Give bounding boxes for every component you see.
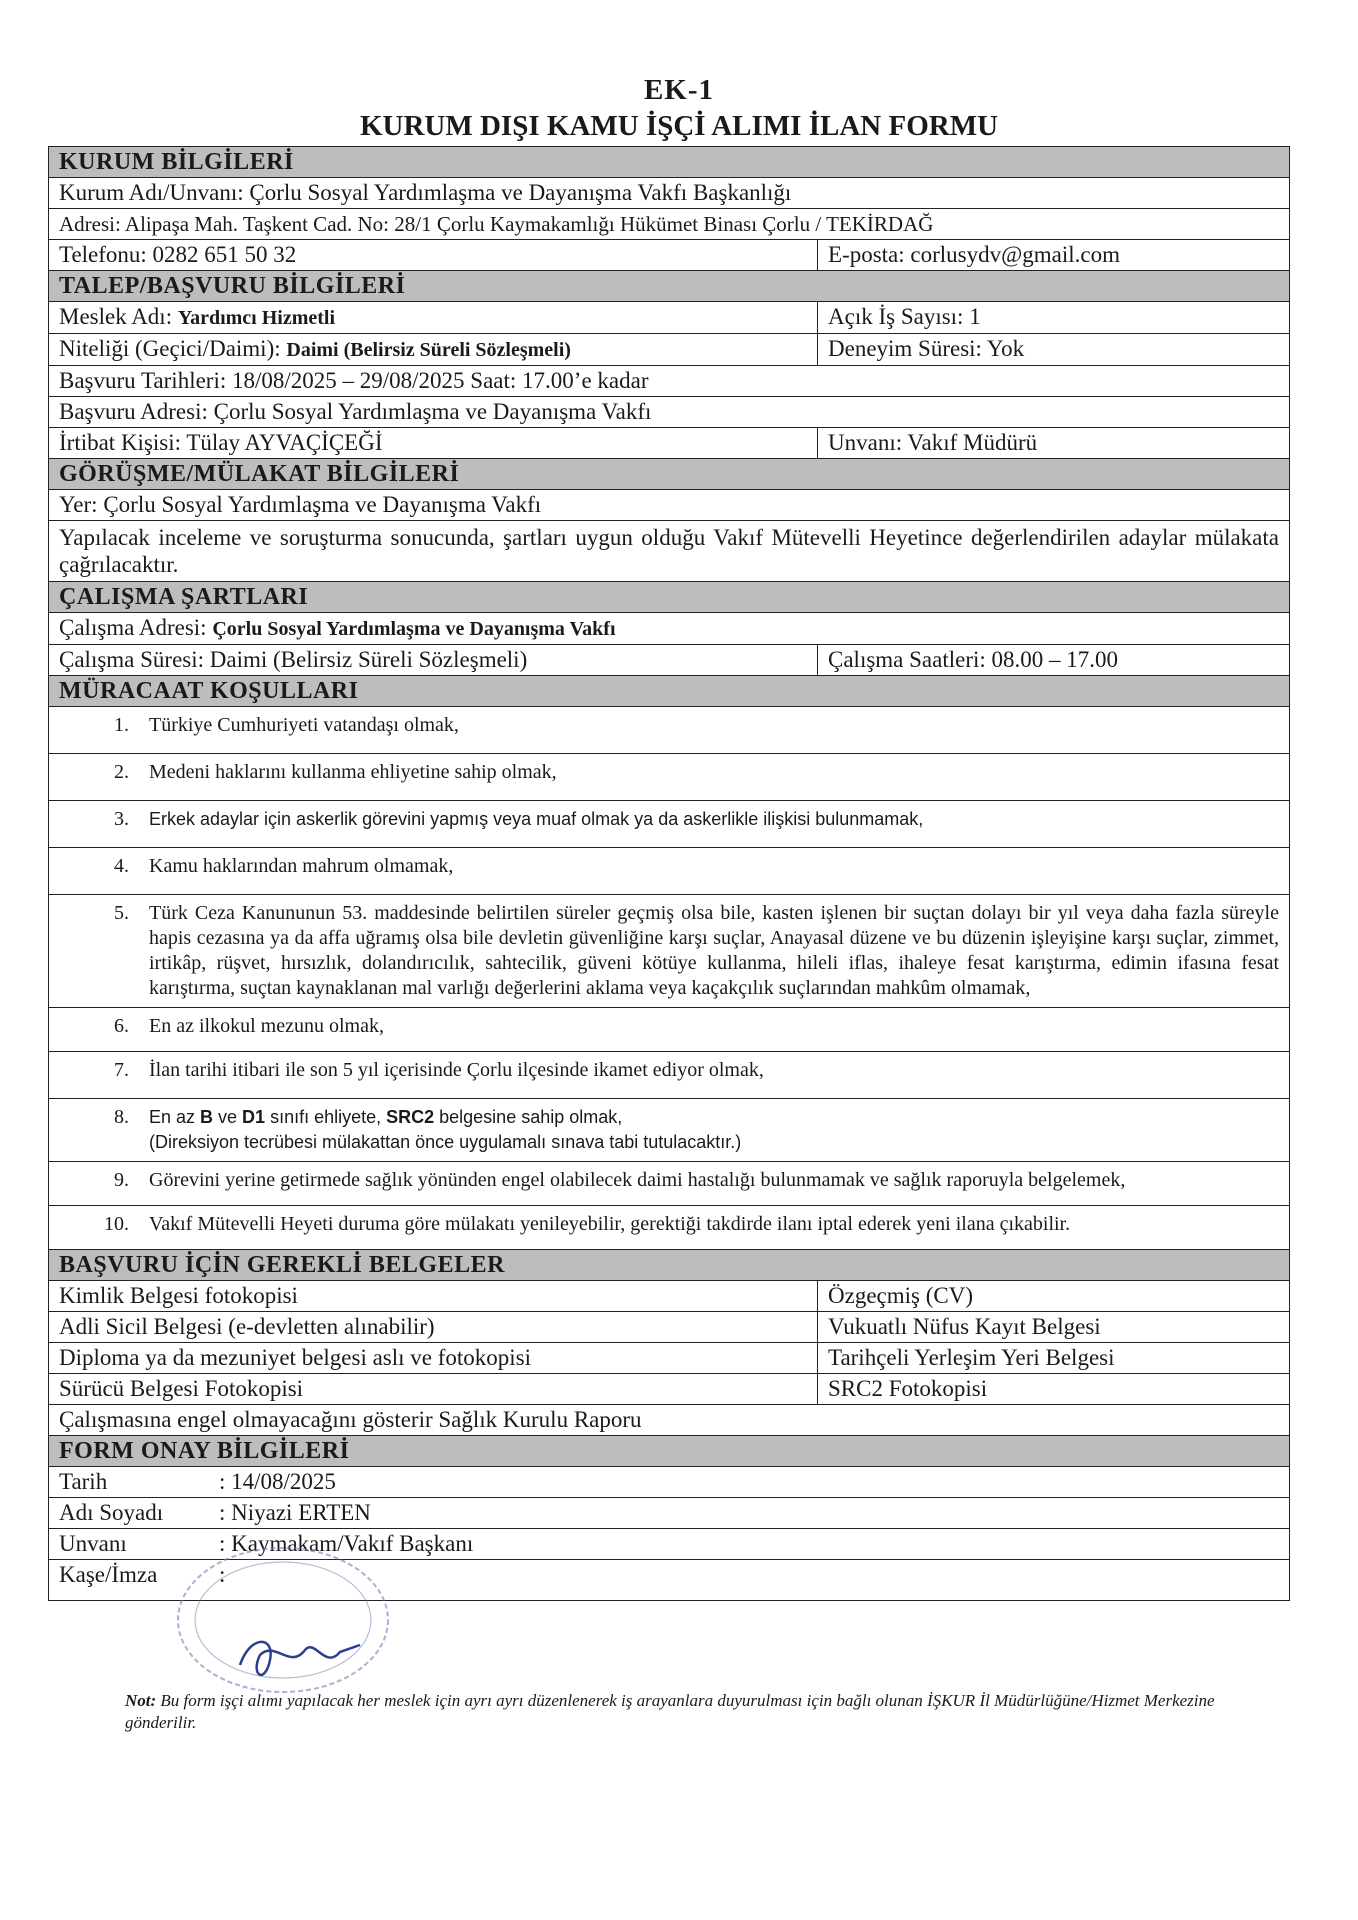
- condition-item: [49, 848, 1289, 895]
- document-row: [49, 1281, 1289, 1312]
- condition-number: 9.: [114, 1169, 129, 1191]
- onay-tarih-row: [49, 1467, 1289, 1498]
- nitelik-label: Niteliği (Geçici/Daimi):: [59, 336, 287, 361]
- meslek-label: Meslek Adı:: [59, 304, 178, 329]
- onay-unvan-label: Unvanı: [59, 1531, 127, 1556]
- condition-number: 3.: [114, 808, 129, 830]
- condition-text-part: belgesine sahip olmak,: [434, 1107, 623, 1127]
- section-calisma-header: ÇALIŞMA ŞARTLARI: [49, 582, 1289, 613]
- condition-item: [49, 1052, 1289, 1099]
- nitelik-row: [49, 334, 1289, 366]
- condition-item: [49, 895, 1289, 1008]
- condition-item: [49, 1099, 1289, 1162]
- calisma-adres-label: Çalışma Adresi:: [59, 615, 213, 640]
- document-left: Kimlik Belgesi fotokopisi: [59, 1283, 298, 1308]
- form-title: KURUM DIŞI KAMU İŞÇİ ALIMI İLAN FORMU: [359, 110, 999, 142]
- condition-text: Medeni haklarını kullanma ehliyetine sahip olmak,: [149, 761, 557, 783]
- gorusme-yer: Yer: Çorlu Sosyal Yardımlaşma ve Dayanışma Vakfı: [59, 492, 542, 517]
- condition-text: Erkek adaylar için askerlik görevini yapmış veya muaf olmak ya da askerlikle ilişkisi bulunmamak,: [149, 809, 924, 829]
- irtibat-row: [49, 428, 1289, 459]
- document-row: [49, 1343, 1289, 1374]
- kurum-iletisim-row: [49, 240, 1289, 271]
- condition-item: [49, 1008, 1289, 1052]
- irtibat-kisisi: İrtibat Kişisi: Tülay AYVAÇİÇEĞİ: [59, 430, 383, 455]
- document-right: Tarihçeli Yerleşim Yeri Belgesi: [817, 1343, 1289, 1373]
- note-text: Bu form işçi alımı yapılacak her meslek için ayrı ayrı düzenlenerek iş arayanlara duyurulması için bağlı olunan İŞKUR İl Müdürlüğüne/Hizmet Merkezine gönderilir.: [125, 1691, 1215, 1732]
- kurum-eposta: E-posta: corlusydv@gmail.com: [817, 240, 1289, 270]
- condition-text: Türkiye Cumhuriyeti vatandaşı olmak,: [149, 714, 459, 736]
- src2-certificate: SRC2: [386, 1107, 435, 1127]
- onay-tarih-value: : 14/08/2025: [219, 1469, 336, 1494]
- kurum-ad-row: [49, 178, 1289, 209]
- license-class-d1: D1: [242, 1107, 266, 1127]
- condition-text-part: sınıfı ehliyete,: [265, 1107, 387, 1127]
- document-row: [49, 1312, 1289, 1343]
- gorusme-aciklama: Yapılacak inceleme ve soruşturma sonucunda, şartları uygun olduğu Vakıf Mütevelli Heyetince değerlendirilen adaylar mülakata çağrılacaktır.: [49, 521, 1289, 582]
- annex-label: EK-1: [643, 74, 715, 106]
- calisma-saatleri: Çalışma Saatleri: 08.00 – 17.00: [817, 645, 1289, 675]
- condition-number: 8.: [114, 1106, 129, 1128]
- document-row-full: [49, 1405, 1289, 1436]
- condition-item: [49, 707, 1289, 754]
- basvuru-tarihleri: Başvuru Tarihleri: 18/08/2025 – 29/08/2025 Saat: 17.00’e kadar: [59, 368, 649, 393]
- calisma-adres-row: [49, 613, 1289, 645]
- meslek-row: [49, 302, 1289, 334]
- condition-text: En az ilkokul mezunu olmak,: [149, 1015, 384, 1037]
- kurum-telefon: Telefonu: 0282 651 50 32: [59, 242, 297, 267]
- condition-text: İlan tarihi itibari ile son 5 yıl içerisinde Çorlu ilçesinde ikamet ediyor olmak,: [149, 1059, 764, 1081]
- document-left: Sürücü Belgesi Fotokopisi: [59, 1376, 304, 1401]
- note-label: Not:: [125, 1691, 157, 1710]
- meslek-cell: [49, 302, 817, 333]
- onay-ad-label: Adı Soyadı: [59, 1500, 164, 1525]
- section-onay-header: FORM ONAY BİLGİLERİ: [49, 1436, 1289, 1467]
- document-left: Diploma ya da mezuniyet belgesi aslı ve fotokopisi: [59, 1345, 532, 1370]
- onay-ad-row: [49, 1498, 1289, 1529]
- calisma-adres-value: Çorlu Sosyal Yardımlaşma ve Dayanışma Vakfı: [212, 618, 616, 640]
- condition-text-part: En az: [149, 1107, 201, 1127]
- gorusme-yer-row: [49, 490, 1289, 521]
- nitelik-value: Daimi (Belirsiz Süreli Sözleşmeli): [286, 339, 571, 361]
- condition-subtext: (Direksiyon tecrübesi mülakattan önce uygulamalı sınava tabi tutulacaktır.): [149, 1132, 742, 1152]
- section-muracaat-header: MÜRACAAT KOŞULLARI: [49, 676, 1289, 707]
- calisma-adres-cell: [49, 613, 1289, 644]
- kurum-adres: Adresi: Alipaşa Mah. Taşkent Cad. No: 28/1 Çorlu Kaymakamlığı Hükümet Binası Çorlu / TEKİRDAĞ: [59, 212, 934, 236]
- condition-text: Görevini yerine getirmede sağlık yönünden engel olabilecek daimi hastalığı bulunmamak ve sağlık raporuyla belgelemek,: [149, 1169, 1126, 1191]
- condition-text: Vakıf Mütevelli Heyeti duruma göre mülakatı yenileyebilir, gerektiği takdirde ilanı iptal ederek yeni ilana çıkabilir.: [149, 1213, 1071, 1235]
- document-full: Çalışmasına engel olmayacağını gösterir Sağlık Kurulu Raporu: [59, 1407, 642, 1432]
- onay-ad-value: : Niyazi ERTEN: [219, 1500, 371, 1525]
- condition-text: Kamu haklarından mahrum olmamak,: [149, 855, 454, 877]
- onay-tarih-label: Tarih: [59, 1469, 108, 1494]
- calisma-suresi: Çalışma Süresi: Daimi (Belirsiz Süreli Sözleşmeli): [59, 647, 528, 672]
- handwritten-signature: [230, 1630, 370, 1680]
- condition-number: 6.: [114, 1015, 129, 1037]
- onay-kase-value: :: [219, 1562, 226, 1587]
- document-right: Vukuatlı Nüfus Kayıt Belgesi: [817, 1312, 1289, 1342]
- condition-text: Türk Ceza Kanununun 53. maddesinde belirtilen süreler geçmiş olsa bile, kasten işlenen bir suçtan dolayı bir yıl veya daha fazla süreyle hapis cezasına ya da affa uğramış olsa bile devletin güvenliğine karşı suçlar, Anayasal düzene ve bu düzenin işleyişine karşı suçlar, zimmet, irtikâp, rüşvet, hırsızlık, dolandırıcılık, sahtecilik, güveni kötüye kullanma, hileli iflas, ihaleye fesat karıştırma, edimin ifasına fesat karıştırma, suçtan kaynaklanan mal varlığı değerlerini aklama veya kaçakçılık suçlarından mahkûm olmamak,: [149, 902, 1279, 999]
- condition-number: 7.: [114, 1059, 129, 1081]
- calisma-sure-row: [49, 645, 1289, 676]
- condition-item: [49, 1206, 1289, 1250]
- nitelik-cell: [49, 334, 817, 365]
- document-right: SRC2 Fotokopisi: [817, 1374, 1289, 1404]
- condition-number: 1.: [114, 714, 129, 736]
- condition-item: [49, 801, 1289, 848]
- onay-kase-label: Kaşe/İmza: [59, 1562, 158, 1587]
- condition-number: 10.: [104, 1213, 129, 1235]
- onay-unvan-value: : Kaymakam/Vakıf Başkanı: [219, 1531, 474, 1556]
- condition-number: 4.: [114, 855, 129, 877]
- document-left: Adli Sicil Belgesi (e-devletten alınabilir): [59, 1314, 435, 1339]
- document-right: Özgeçmiş (CV): [817, 1281, 1289, 1311]
- condition-text: [149, 1105, 1279, 1155]
- license-class-b: B: [200, 1107, 214, 1127]
- condition-number: 5.: [114, 902, 129, 924]
- kurum-adres-row: [49, 209, 1289, 240]
- condition-item: [49, 1162, 1289, 1206]
- basvuru-adres-row: [49, 397, 1289, 428]
- footer-note: [125, 1690, 1275, 1734]
- section-gorusme-header: GÖRÜŞME/MÜLAKAT BİLGİLERİ: [49, 459, 1289, 490]
- section-kurum-header: KURUM BİLGİLERİ: [49, 147, 1289, 178]
- meslek-value: Yardımcı Hizmetli: [177, 307, 336, 329]
- condition-number: 2.: [114, 761, 129, 783]
- kurum-ad: Kurum Adı/Unvanı: Çorlu Sosyal Yardımlaşma ve Dayanışma Vakfı Başkanlığı: [59, 180, 792, 205]
- condition-text-part: ve: [213, 1107, 243, 1127]
- irtibat-unvani: Unvanı: Vakıf Müdürü: [817, 428, 1289, 458]
- acik-is-sayisi: Açık İş Sayısı: 1: [817, 302, 1289, 333]
- condition-item: [49, 754, 1289, 801]
- announcement-form: [48, 146, 1290, 1601]
- basvuru-adresi: Başvuru Adresi: Çorlu Sosyal Yardımlaşma ve Dayanışma Vakfı: [59, 399, 652, 424]
- deneyim-suresi: Deneyim Süresi: Yok: [817, 334, 1289, 365]
- tarihler-row: [49, 366, 1289, 397]
- document-row: [49, 1374, 1289, 1405]
- section-talep-header: TALEP/BAŞVURU BİLGİLERİ: [49, 271, 1289, 302]
- section-belgeler-header: BAŞVURU İÇİN GEREKLİ BELGELER: [49, 1250, 1289, 1281]
